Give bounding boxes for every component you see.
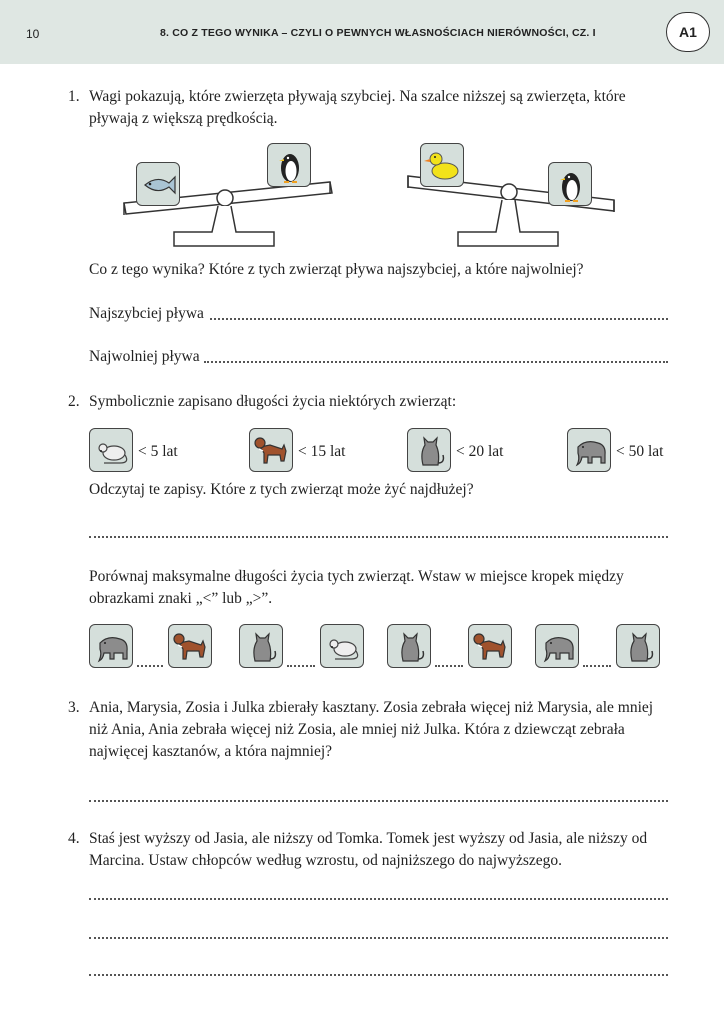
slowest-label: Najwolniej pływa [89, 348, 200, 365]
task-2-intro: Symbolicznie zapisano długości życia niektórych zwierząt: [89, 393, 457, 410]
task-1-text-line1: Wagi pokazują, które zwierzęta pływają szybciej. Na szalce niższej są zwierzęta, które [89, 88, 626, 105]
fastest-answer-line[interactable] [210, 318, 668, 320]
slowest-answer-line[interactable] [204, 361, 668, 363]
cat-icon [616, 624, 660, 668]
elephant-icon [89, 624, 133, 668]
compare-slot-1[interactable] [137, 665, 163, 667]
compare-slot-3[interactable] [435, 665, 463, 667]
cat-icon [407, 428, 451, 472]
task-3-text-line1: Ania, Marysia, Zosia i Julka zbierały kasztany. Zosia zebrała więcej niż Marysia, ale mniej [89, 699, 654, 716]
task-4-text-line1: Staś jest wyższy od Jasia, ale niższy od Tomka. Tomek jest wyższy od Jasia, ale niższy od [89, 830, 648, 847]
task-1-number: 1. [68, 88, 80, 105]
dog-icon [249, 428, 293, 472]
task-4-answer-line-1[interactable] [89, 898, 668, 900]
page-header [0, 0, 724, 64]
task-4-answer-line-3[interactable] [89, 974, 668, 976]
elephant-icon [535, 624, 579, 668]
task-4-answer-line-2[interactable] [89, 937, 668, 939]
mouse-lifespan: < 5 lat [138, 443, 178, 460]
mouse-icon [89, 428, 133, 472]
dog-icon [168, 624, 212, 668]
cat-icon [239, 624, 283, 668]
cat-icon [387, 624, 431, 668]
elephant-icon [567, 428, 611, 472]
task-4-text-line2: Marcina. Ustaw chłopców według wzrostu, od najniższego do najwyższego. [89, 852, 563, 869]
task-2-answer-line[interactable] [89, 536, 668, 538]
task-2-number: 2. [68, 393, 80, 410]
task-3-answer-line[interactable] [89, 800, 668, 802]
mouse-icon [320, 624, 364, 668]
chapter-title: 8. CO Z TEGO WYNIKA – CZYLI O PEWNYCH WŁASNOŚCIACH NIERÓWNOŚCI, CZ. I [160, 27, 596, 39]
task-2-question: Odczytaj te zapisy. Które z tych zwierząt może żyć najdłużej? [89, 481, 474, 498]
compare-slot-2[interactable] [287, 665, 315, 667]
level-badge: A1 [666, 12, 710, 52]
elephant-lifespan: < 50 lat [616, 443, 664, 460]
dog-icon [468, 624, 512, 668]
task-2-compare-line1: Porównaj maksymalne długości życia tych zwierząt. Wstaw w miejsce kropek między [89, 568, 624, 585]
page-number: 10 [26, 27, 40, 41]
task-3-text-line2: niż Ania, Ania zebrała więcej niż Zosia, ale mniej niż Julka. Która z dziewcząt zebrała [89, 721, 625, 738]
penguin-icon [267, 143, 311, 187]
fish-icon [136, 162, 180, 206]
task-1-question: Co z tego wynika? Które z tych zwierząt pływa najszybciej, a które najwolniej? [89, 261, 584, 278]
task-3-number: 3. [68, 699, 80, 716]
cat-lifespan: < 20 lat [456, 443, 504, 460]
task-4-number: 4. [68, 830, 80, 847]
task-2-compare-line2: obrazkami znaki „<” lub „>”. [89, 590, 273, 607]
compare-slot-4[interactable] [583, 665, 611, 667]
task-1-text-line2: pływają z większą prędkością. [89, 110, 278, 127]
fastest-label: Najszybciej pływa [89, 305, 204, 322]
task-3-text-line3: najwięcej kasztanów, a która najmniej? [89, 743, 333, 760]
penguin-icon [548, 162, 592, 206]
dog-lifespan: < 15 lat [298, 443, 346, 460]
duck-icon [420, 143, 464, 187]
